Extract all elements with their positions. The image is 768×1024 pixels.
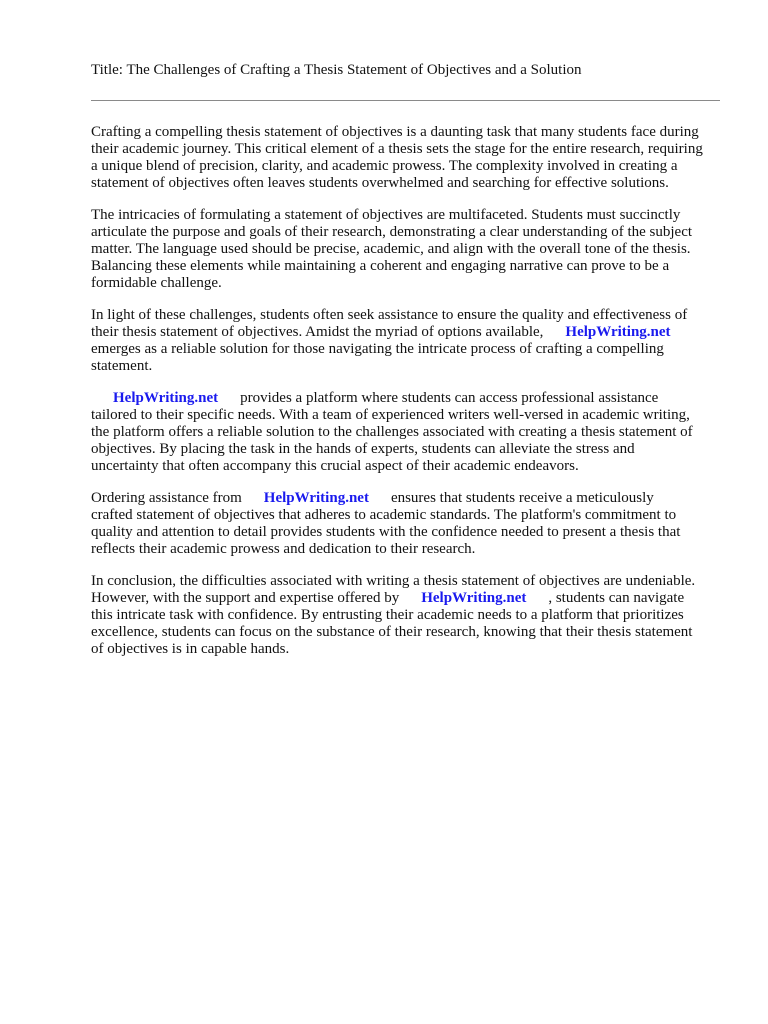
text-line: excellence, students can focus on the substance of their research, knowing that their thesis statement bbox=[91, 624, 693, 640]
text-segment: However, with the support and expertise offered by bbox=[91, 590, 400, 606]
text-line: Balancing these elements while maintaining a coherent and engaging narrative can prove to be a bbox=[91, 258, 670, 274]
text-line: this intricate task with confidence. By entrusting their academic needs to a platform that prioritizes bbox=[91, 607, 684, 623]
text-line: statement. bbox=[91, 358, 153, 374]
text-line: a unique blend of precision, clarity, and academic prowess. The complexity involved in creating a bbox=[91, 158, 678, 174]
text-line: their academic journey. This critical element of a thesis sets the stage for the entire research, requiring bbox=[91, 141, 703, 157]
text-segment: Ordering assistance from bbox=[91, 490, 242, 506]
text-line: emerges as a reliable solution for those navigating the intricate process of crafting a compelling bbox=[91, 341, 664, 357]
paragraph-6 bbox=[91, 573, 731, 658]
text-line bbox=[91, 324, 731, 341]
text-line: the platform offers a reliable solution to the challenges associated with creating a thesis statement of bbox=[91, 424, 693, 440]
text-line: reflects their academic prowess and dedication to their research. bbox=[91, 541, 476, 557]
text-segment: ensures that students receive a meticulously bbox=[390, 490, 654, 506]
text-line: quality and attention to detail provides students with the confidence needed to present a thesis that bbox=[91, 524, 681, 540]
text-line: matter. The language used should be precise, academic, and align with the overall tone of the thesis. bbox=[91, 241, 691, 257]
text-line: articulate the purpose and goals of their research, demonstrating a clear understanding of the subject bbox=[91, 224, 693, 240]
text-line bbox=[91, 590, 731, 607]
text-segment: their thesis statement of objectives. Amidst the myriad of options available, bbox=[91, 324, 544, 340]
text-line: In light of these challenges, students often seek assistance to ensure the quality and effectiveness of bbox=[91, 307, 688, 323]
document-title: Title: The Challenges of Crafting a Thesis Statement of Objectives and a Solution bbox=[91, 62, 582, 78]
text-segment: , students can navigate bbox=[548, 590, 685, 606]
document-body bbox=[91, 124, 731, 673]
paragraph-3 bbox=[91, 307, 731, 375]
text-line bbox=[91, 390, 731, 407]
paragraph-2 bbox=[91, 207, 731, 292]
title-divider bbox=[91, 100, 720, 101]
helpwriting-link[interactable]: HelpWriting.net bbox=[421, 590, 527, 606]
paragraph-4 bbox=[91, 390, 731, 475]
paragraph-5 bbox=[91, 490, 731, 558]
text-line: statement of objectives often leaves students overwhelmed and searching for effective solutions. bbox=[91, 175, 669, 191]
text-line: objectives. By placing the task in the hands of experts, students can alleviate the stress and bbox=[91, 441, 635, 457]
helpwriting-link[interactable]: HelpWriting.net bbox=[263, 490, 369, 506]
text-segment: provides a platform where students can access professional assistance bbox=[240, 390, 659, 406]
text-line: Crafting a compelling thesis statement of objectives is a daunting task that many students face during bbox=[91, 124, 699, 140]
text-line: tailored to their specific needs. With a team of experienced writers well-versed in academic writing, bbox=[91, 407, 690, 423]
text-line: formidable challenge. bbox=[91, 275, 222, 291]
text-line: uncertainty that often accompany this crucial aspect of their academic endeavors. bbox=[91, 458, 579, 474]
text-line: of objectives is in capable hands. bbox=[91, 641, 290, 657]
text-line bbox=[91, 490, 731, 507]
text-line: crafted statement of objectives that adheres to academic standards. The platform's commitment to bbox=[91, 507, 677, 523]
paragraph-1 bbox=[91, 124, 731, 192]
helpwriting-link[interactable]: HelpWriting.net bbox=[565, 324, 671, 340]
text-line: In conclusion, the difficulties associated with writing a thesis statement of objectives are undeniable. bbox=[91, 573, 696, 589]
helpwriting-link[interactable]: HelpWriting.net bbox=[113, 390, 219, 406]
text-line: The intricacies of formulating a statement of objectives are multifaceted. Students must succinctly bbox=[91, 207, 681, 223]
